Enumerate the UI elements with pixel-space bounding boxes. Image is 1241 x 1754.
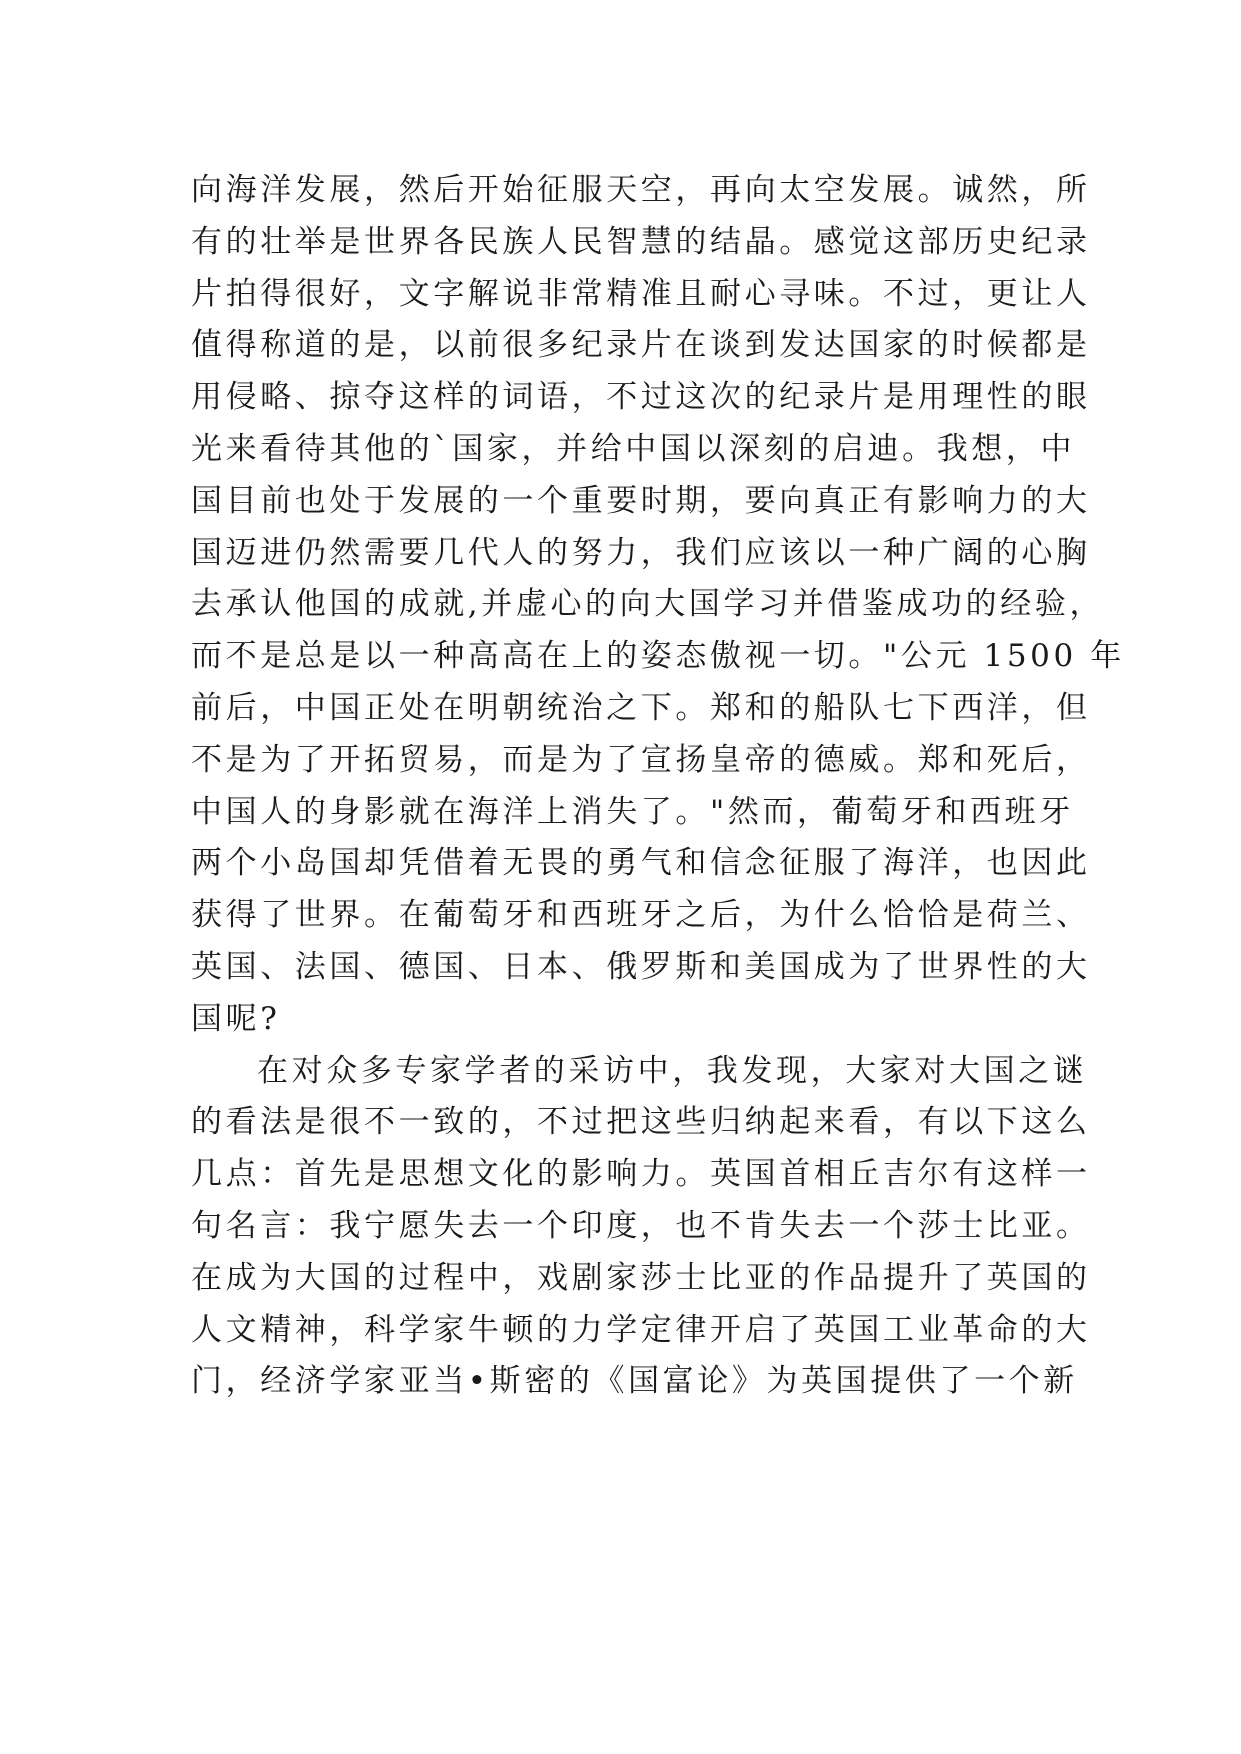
text-line: 而不是总是以一种高高在上的姿态傲视一切。"公元 1500 年 bbox=[191, 638, 1125, 675]
text-line: 值得称道的是，以前很多纪录片在谈到发达国家的时候都是 bbox=[191, 327, 1091, 364]
text-line: 在对众多专家学者的采访中，我发现，大家对大国之谜 bbox=[257, 1052, 1088, 1089]
paragraph-2 bbox=[191, 1046, 1091, 1409]
paragraph-1 bbox=[191, 165, 1125, 1046]
text-line: 不是为了开拓贸易，而是为了宣扬皇帝的德威。郑和死后， bbox=[191, 741, 1091, 778]
text-line: 向海洋发展，然后开始征服天空，再向太空发展。诚然，所 bbox=[191, 172, 1091, 208]
text-line: 前后，中国正处在明朝统治之下。郑和的船队七下西洋，但 bbox=[191, 689, 1091, 726]
text-line: 光来看待其他的`国家，并给中国以深刻的启迪。我想，中 bbox=[191, 430, 1076, 467]
text-line: 人文精神，科学家牛顿的力学定律开启了英国工业革命的大 bbox=[191, 1311, 1091, 1348]
text-line: 国迈进仍然需要几代人的努力，我们应该以一种广阔的心胸 bbox=[191, 534, 1091, 571]
document-body bbox=[191, 165, 1125, 1408]
text-line: 片拍得很好，文字解说非常精准且耐心寻味。不过，更让人 bbox=[191, 275, 1091, 312]
text-line: 在成为大国的过程中，戏剧家莎士比亚的作品提升了英国的 bbox=[191, 1259, 1091, 1296]
text-line: 门，经济学家亚当•斯密的《国富论》为英国提供了一个新 bbox=[191, 1363, 1078, 1400]
text-line: 用侵略、掠夺这样的词语，不过这次的纪录片是用理性的眼 bbox=[191, 379, 1091, 416]
text-line: 国目前也处于发展的一个重要时期，要向真正有影响力的大 bbox=[191, 482, 1091, 519]
text-line: 去承认他国的成就,并虚心的向大国学习并借鉴成功的经验， bbox=[191, 586, 1105, 623]
text-line: 几点：首先是思想文化的影响力。英国首相丘吉尔有这样一 bbox=[191, 1156, 1091, 1193]
text-line: 句名言：我宁愿失去一个印度，也不肯失去一个莎士比亚。 bbox=[191, 1207, 1091, 1244]
text-line: 的看法是很不一致的，不过把这些归纳起来看，有以下这么 bbox=[191, 1104, 1091, 1141]
text-line: 两个小岛国却凭借着无畏的勇气和信念征服了海洋，也因此 bbox=[191, 845, 1091, 882]
text-line: 中国人的身影就在海洋上消失了。"然而，葡萄牙和西班牙 bbox=[191, 793, 1074, 830]
text-line: 获得了世界。在葡萄牙和西班牙之后，为什么恰恰是荷兰、 bbox=[191, 897, 1091, 934]
text-line: 国呢? bbox=[191, 1000, 281, 1037]
text-line: 英国、法国、德国、日本、俄罗斯和美国成为了世界性的大 bbox=[191, 948, 1091, 985]
text-line: 有的壮举是世界各民族人民智慧的结晶。感觉这部历史纪录 bbox=[191, 223, 1091, 260]
